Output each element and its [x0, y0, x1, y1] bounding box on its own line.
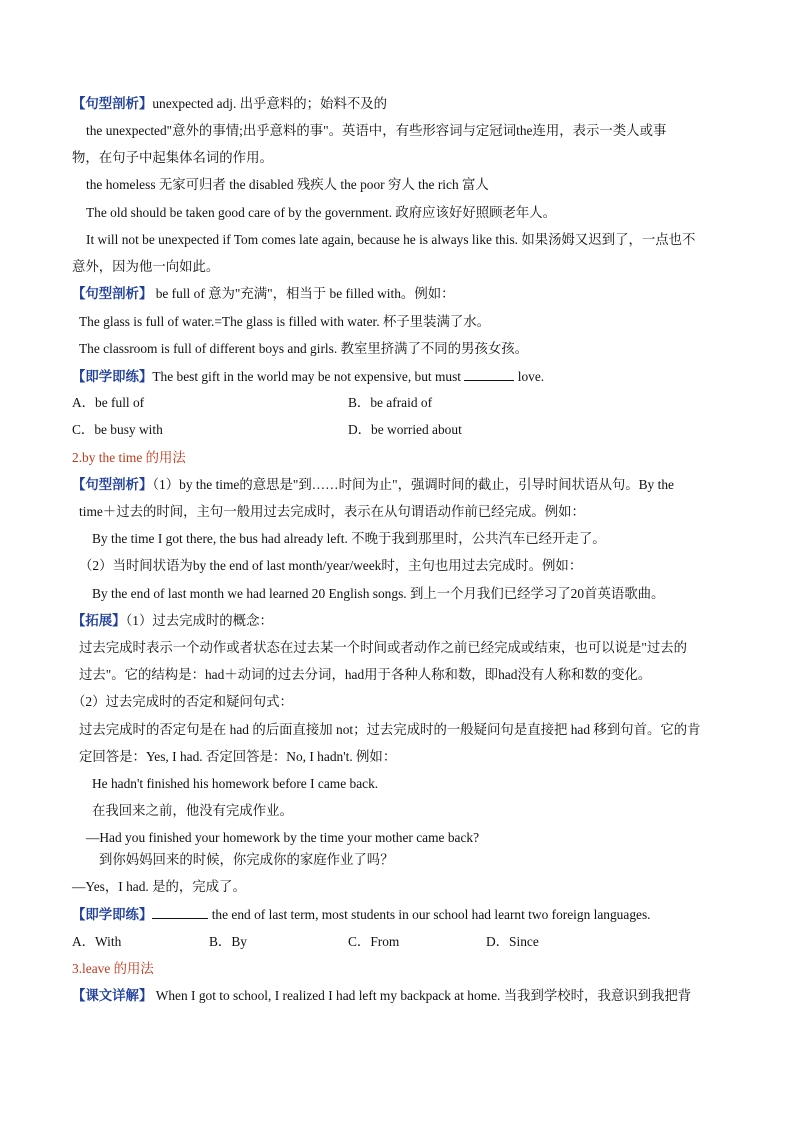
text-line: When I got to school, I realized I had left my backpack at home. 当我到学校时，我意识到我把背	[152, 988, 692, 1003]
question-text: the end of last term, most students in our school had learnt two foreign languages.	[211, 907, 651, 922]
text-line: The classroom is full of different boys and girls. 教室里挤满了不同的男孩女孩。	[79, 341, 529, 356]
text-line: the homeless 无家可归者 the disabled 残疾人 the poor 穷人 the rich 富人	[86, 177, 489, 192]
text-line: It will not be unexpected if Tom comes late again, because he is always like this. 如果汤姆又迟到了，一点也不	[86, 232, 696, 247]
text-line: By the end of last month we had learned 20 English songs. 到上一个月我们已经学习了20首英语歌曲。	[92, 586, 665, 601]
analysis-tag: 【句型剖析】	[72, 96, 153, 111]
example-line: 在我回来之前，他没有完成作业。	[92, 803, 293, 818]
text-line: unexpected adj. 出乎意料的；始料不及的	[152, 96, 388, 111]
analysis-tag-2-line	[72, 285, 455, 303]
text-line: 过去完成时的否定句是在 had 的后面直接加 not；过去完成时的一般疑问句是直接把 had 移到句首。它的肯	[79, 722, 701, 737]
text-line: 定回答是：Yes, I had. 否定回答是：No, I hadn't. 例如：	[79, 749, 397, 764]
question-text-end: love.	[517, 369, 545, 384]
text-line: The glass is full of water.=The glass is filled with water. 杯子里装满了水。	[79, 314, 491, 329]
text-line: （2）当时间状语为by the end of last month/year/week时，主句也用过去完成时。例如：	[79, 558, 583, 573]
example-line: —Yes，I had. 是的，完成了。	[72, 879, 246, 894]
analysis-tag: 【句型剖析】	[72, 477, 153, 492]
option-a[interactable]: A．With	[72, 934, 122, 949]
example-line: He hadn't finished his homework before I came back.	[92, 776, 379, 791]
text-detail-line	[72, 987, 691, 1005]
text-line: （1）过去完成时的概念：	[125, 613, 273, 628]
example-line: 到你妈妈回来的时候，你完成你的家庭作业了吗？	[99, 852, 394, 867]
text-detail-tag: 【课文详解】	[72, 988, 153, 1003]
practice-tag: 【即学即练】	[72, 369, 153, 384]
section-title-2: 2.by the time 的用法	[72, 450, 186, 465]
example-line: —Had you finished your homework by the time your mother came back?	[86, 830, 480, 845]
text-line: the unexpected"意外的事情;出乎意料的事"。英语中，有些形容词与定冠词the连用，表示一类人或事	[86, 123, 667, 138]
option-b[interactable]: B．By	[209, 934, 247, 949]
text-line: The old should be taken good care of by the government. 政府应该好好照顾老年人。	[86, 205, 557, 220]
text-line: 过去"。它的结构是：had＋动词的过去分词，had用于各种人称和数，即had没有人称和数的变化。	[79, 667, 652, 682]
option-d[interactable]: D．be worried about	[348, 422, 462, 437]
practice-tag: 【即学即练】	[72, 907, 153, 922]
practice-1-question	[72, 367, 544, 386]
answer-blank[interactable]	[152, 905, 208, 919]
option-b[interactable]: B．be afraid of	[348, 395, 433, 410]
text-line: By the time I got there, the bus had already left. 不晚于我到那里时，公共汽车已经开走了。	[92, 531, 606, 546]
analysis-tag: 【句型剖析】	[72, 286, 153, 301]
text-line: time＋过去的时间，主句一般用过去完成时，表示在从句谓语动作前已经完成。例如：	[79, 504, 585, 519]
extend-tag-line	[72, 612, 273, 630]
option-a[interactable]: A．be full of	[72, 395, 145, 410]
analysis-tag-3-line	[72, 476, 674, 494]
section-title-3: 3.leave 的用法	[72, 961, 154, 976]
option-d[interactable]: D．Since	[486, 934, 539, 949]
text-line: 意外，因为他一向如此。	[72, 259, 220, 274]
text-line: （1）by the time的意思是"到……时间为止"，强调时间的截止，引导时间状语从句。By the	[152, 477, 674, 492]
practice-2-question	[72, 905, 651, 924]
text-line: be full of 意为"充满"，相当于 be filled with。例如：	[152, 286, 455, 301]
analysis-tag-1-line	[72, 95, 387, 113]
answer-blank[interactable]	[464, 367, 514, 381]
text-line: 过去完成时表示一个动作或者状态在过去某一个时间或者动作之前已经完成或结束，也可以说是"过去的	[79, 640, 688, 655]
text-line: 物，在句子中起集体名词的作用。	[72, 150, 273, 165]
option-c[interactable]: C．From	[348, 934, 400, 949]
question-text: The best gift in the world may be not expensive, but must	[152, 369, 462, 384]
option-c[interactable]: C．be busy with	[72, 422, 163, 437]
text-line: （2）过去完成时的否定和疑问句式：	[72, 694, 293, 709]
extend-tag: 【拓展】	[72, 613, 126, 628]
